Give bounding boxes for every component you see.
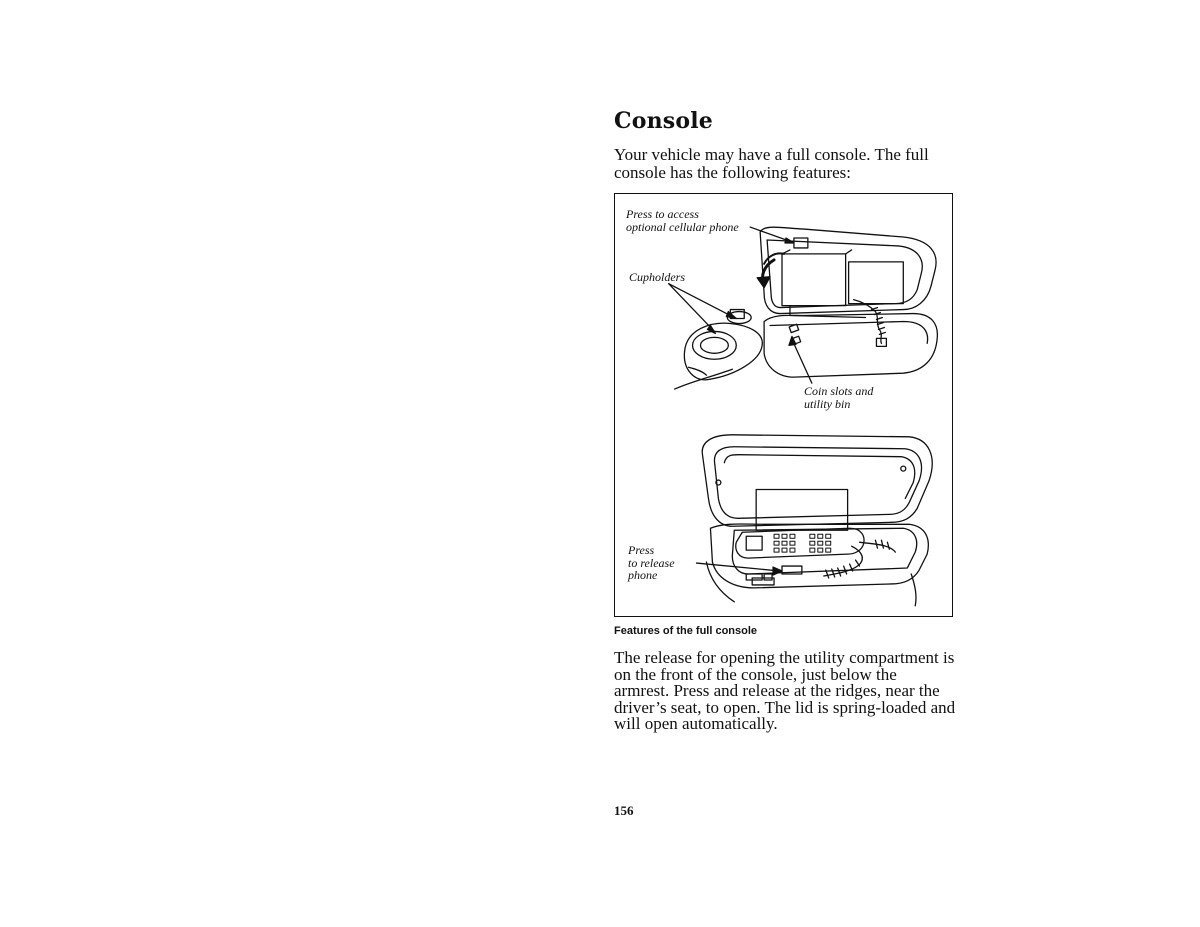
label-press-to-release-phone: Press to release phone xyxy=(628,543,675,582)
page-number: 156 xyxy=(614,803,634,818)
label-cupholders: Cupholders xyxy=(629,270,686,284)
body-paragraph: The release for opening the utility compartment is on the front of the console, just below the armrest. Press and release at the ridges, near the driver’s seat, to open. The lid is spring-loaded and will open automatically. xyxy=(614,648,956,733)
intro-paragraph: Your vehicle may have a full console. The full console has the following features: xyxy=(614,145,929,182)
bottom-console-drawing xyxy=(697,435,933,606)
label-press-to-access-phone: Press to access optional cellular phone xyxy=(626,207,739,234)
page-title: Console xyxy=(614,108,713,134)
label-coin-slots-utility-bin: Coin slots and utility bin xyxy=(804,384,874,411)
console-figure xyxy=(614,193,953,617)
figure-caption: Features of the full console xyxy=(614,625,758,637)
top-console-drawing xyxy=(669,227,938,389)
